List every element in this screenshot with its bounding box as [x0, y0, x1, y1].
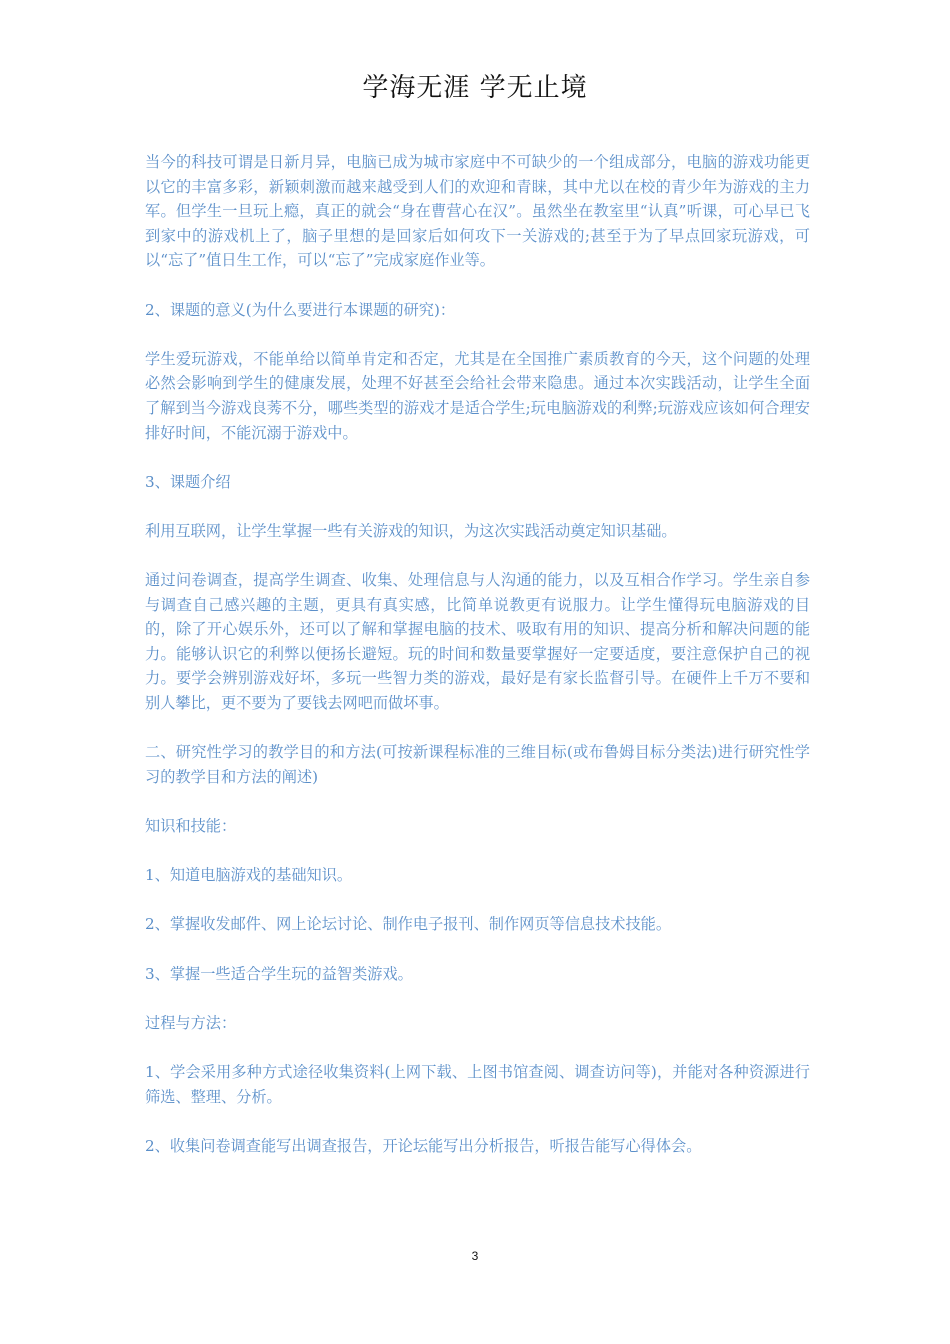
paragraph-internet: 利用互联网，让学生掌握一些有关游戏的知识，为这次实践活动奠定知识基础。	[145, 521, 677, 540]
subheading-knowledge-skills: 知识和技能：	[145, 817, 237, 836]
document-body	[145, 150, 810, 1183]
list-item-knowledge-1: 1、知道电脑游戏的基础知识。	[145, 866, 353, 885]
section-heading-teaching-goals: 二、研究性学习的教学目的和方法(可按新课程标准的三维目标(或布鲁姆目标分类法)进行研究性学习的教学目和方法的阐述)	[145, 743, 810, 786]
page-header-title: 学海无涯 学无止境	[362, 73, 588, 103]
paragraph-survey: 通过问卷调查，提高学生调查、收集、处理信息与人沟通的能力，以及互相合作学习。学生亲自参与调查自己感兴趣的主题，更具有真实感，比简单说教更有说服力。让学生懂得玩电脑游戏的目的，除了开心娱乐外，还可以了解和掌握电脑的技术、吸取有用的知识、提高分析和解决问题的能力。能够认识它的利弊以便扬长避短。玩的时间和数量要掌握好一定要适度，要注意保护自己的视力。要学会辨别游戏好坏，多玩一些智力类的游戏，最好是有家长监督引导。在硬件上千万不要和别人攀比，更不要为了要钱去网吧而做坏事。	[145, 571, 810, 713]
subheading-process-methods: 过程与方法：	[145, 1013, 237, 1032]
list-item-process-2: 2、收集问卷调查能写出调查报告，开论坛能写出分析报告，听报告能写心得体会。	[145, 1136, 702, 1155]
list-item-knowledge-2: 2、掌握收发邮件、网上论坛讨论、制作电子报刊、制作网页等信息技术技能。	[145, 915, 672, 934]
paragraph-significance: 学生爱玩游戏，不能单给以简单肯定和否定，尤其是在全国推广素质教育的今天，这个问题的处理必然会影响到学生的健康发展，处理不好甚至会给社会带来隐患。通过本次实践活动，让学生全面了解到当今游戏良莠不分，哪些类型的游戏才是适合学生;玩电脑游戏的利弊;玩游戏应该如何合理安排好时间，不能沉溺于游戏中。	[145, 349, 810, 442]
list-item-knowledge-3: 3、掌握一些适合学生玩的益智类游戏。	[145, 964, 413, 983]
page-number: 3	[471, 1249, 479, 1263]
list-item-process-1: 1、学会采用多种方式途径收集资料(上网下载、上图书馆查阅、调查访问等)，并能对各种资源进行筛选、整理、分析。	[145, 1062, 810, 1106]
section-heading-significance: 2、课题的意义(为什么要进行本课题的研究)：	[145, 300, 456, 319]
section-heading-introduction: 3、课题介绍	[145, 472, 231, 491]
paragraph-background: 当今的科技可谓是日新月异，电脑已成为城市家庭中不可缺少的一个组成部分，电脑的游戏功能更以它的丰富多彩，新颖刺激而越来越受到人们的欢迎和青睐，其中尤以在校的青少年为游戏的主力军。但学生一旦玩上瘾，真正的就会“身在曹营心在汉”。虽然坐在教室里“认真”听课，可心早已飞到家中的游戏机上了，脑子里想的是回家后如何攻下一关游戏的;甚至于为了早点回家玩游戏，可以“忘了”值日生工作，可以“忘了”完成家庭作业等。	[145, 153, 810, 270]
